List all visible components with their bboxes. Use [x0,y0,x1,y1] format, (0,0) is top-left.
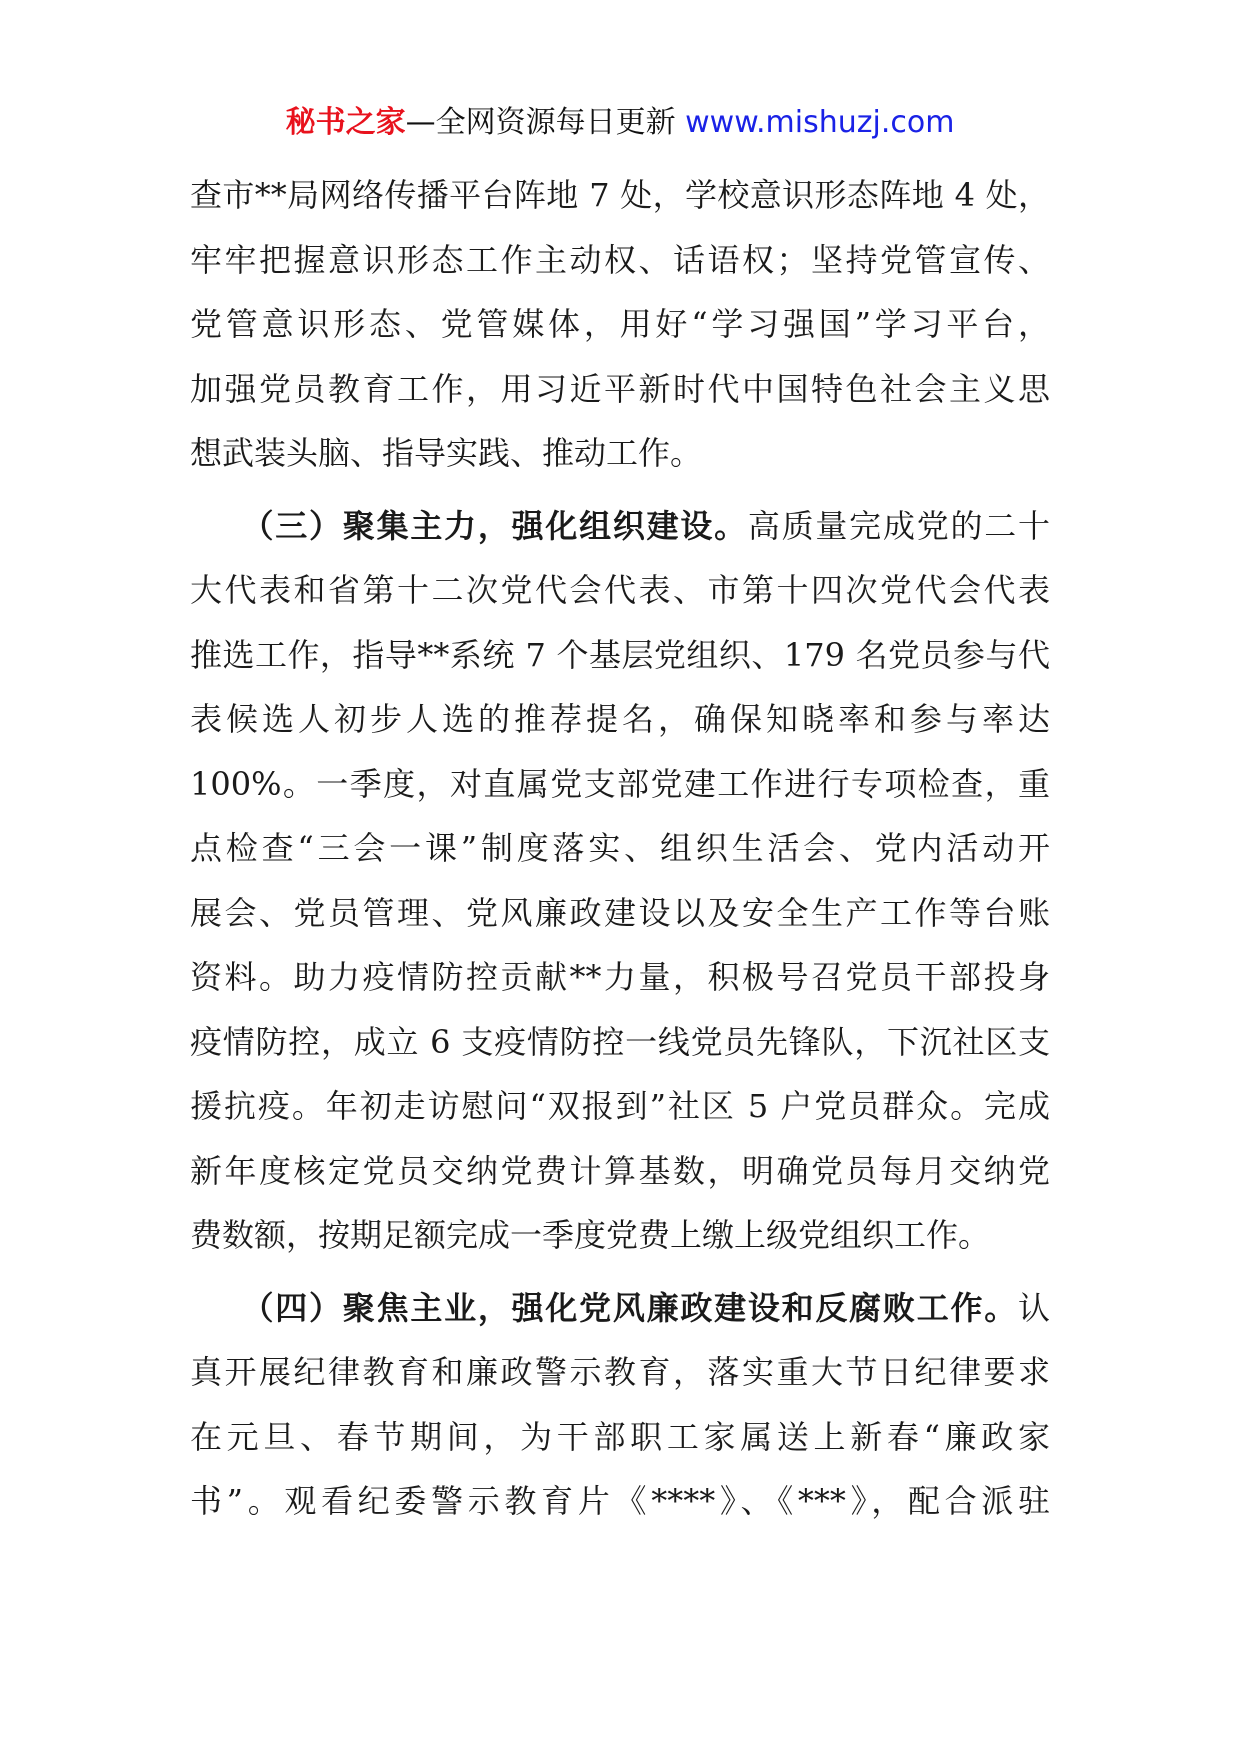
text-line: 展会、党员管理、党风廉政建设以及安全生产工作等台账 [190,893,1050,932]
text-line: 牢牢把握意识形态工作主动权、话语权；坚持党管宣传、 [190,240,1050,279]
text-line: 100%。一季度，对直属党支部党建工作进行专项检查，重 [190,764,1050,803]
paragraph [190,1276,1050,1534]
text-line: 援抗疫。年初走访慰问“双报到”社区 5 户党员群众。完成 [190,1087,1050,1125]
header-slogan: —全网资源每日更新 [405,105,676,140]
text-line: 想武装头脑、指导实践、推动工作。 [190,434,703,472]
text-span: 高质量完成党的二十 [747,506,1050,545]
text-span: 认 [1017,1288,1050,1327]
section-heading: （四）聚焦主业，强化党风廉政建设和反腐败工作。 [257,1288,1018,1327]
text-line: 加强党员教育工作，用习近平新时代中国特色社会主义思 [190,369,1050,408]
text-line: 疫情防控，成立 6 支疫情防控一线党员先锋队，下沉社区支 [190,1022,1050,1061]
paragraph [190,494,1050,1268]
brand-name: 秘书之家 [285,105,406,140]
text-line: 资料。助力疫情防控贡献**力量，积极号召党员干部投身 [190,958,1050,996]
text-line: 费数额，按期足额完成一季度党费上缴上级党组织工作。 [190,1216,991,1254]
text-line: 点检查“三会一课”制度落实、组织生活会、党内活动开 [190,829,1050,867]
text-line: 表候选人初步人选的推荐提名，确保知晓率和参与率达 [190,700,1050,738]
text-line: 书”。观看纪委警示教育片《****》、《***》，配合派驻 [190,1482,1050,1520]
text-line: 推选工作，指导**系统 7 个基层党组织、179 名党员参与代 [190,635,1050,674]
text-line: 新年度核定党员交纳党费计算基数，明确党员每月交纳党 [190,1151,1050,1190]
text-line: 在元旦、春节期间，为干部职工家属送上新春“廉政家 [190,1417,1050,1456]
text-line [190,1276,1050,1341]
text-line: 党管意识形态、党管媒体，用好“学习强国”学习平台， [190,305,1050,343]
text-line [190,494,1050,559]
text-line: 查市**局网络传播平台阵地 7 处，学校意识形态阵地 4 处， [190,176,1050,214]
site-url: www.mishuzj.com [685,105,955,140]
text-line: 大代表和省第十二次党代会代表、市第十四次党代会代表 [190,571,1050,609]
paragraph [190,163,1050,486]
site-header [0,100,1240,146]
document-body [190,163,1050,1534]
text-line: 真开展纪律教育和廉政警示教育，落实重大节日纪律要求 [190,1353,1050,1391]
section-heading: （三）聚集主力，强化组织建设。 [257,506,748,545]
